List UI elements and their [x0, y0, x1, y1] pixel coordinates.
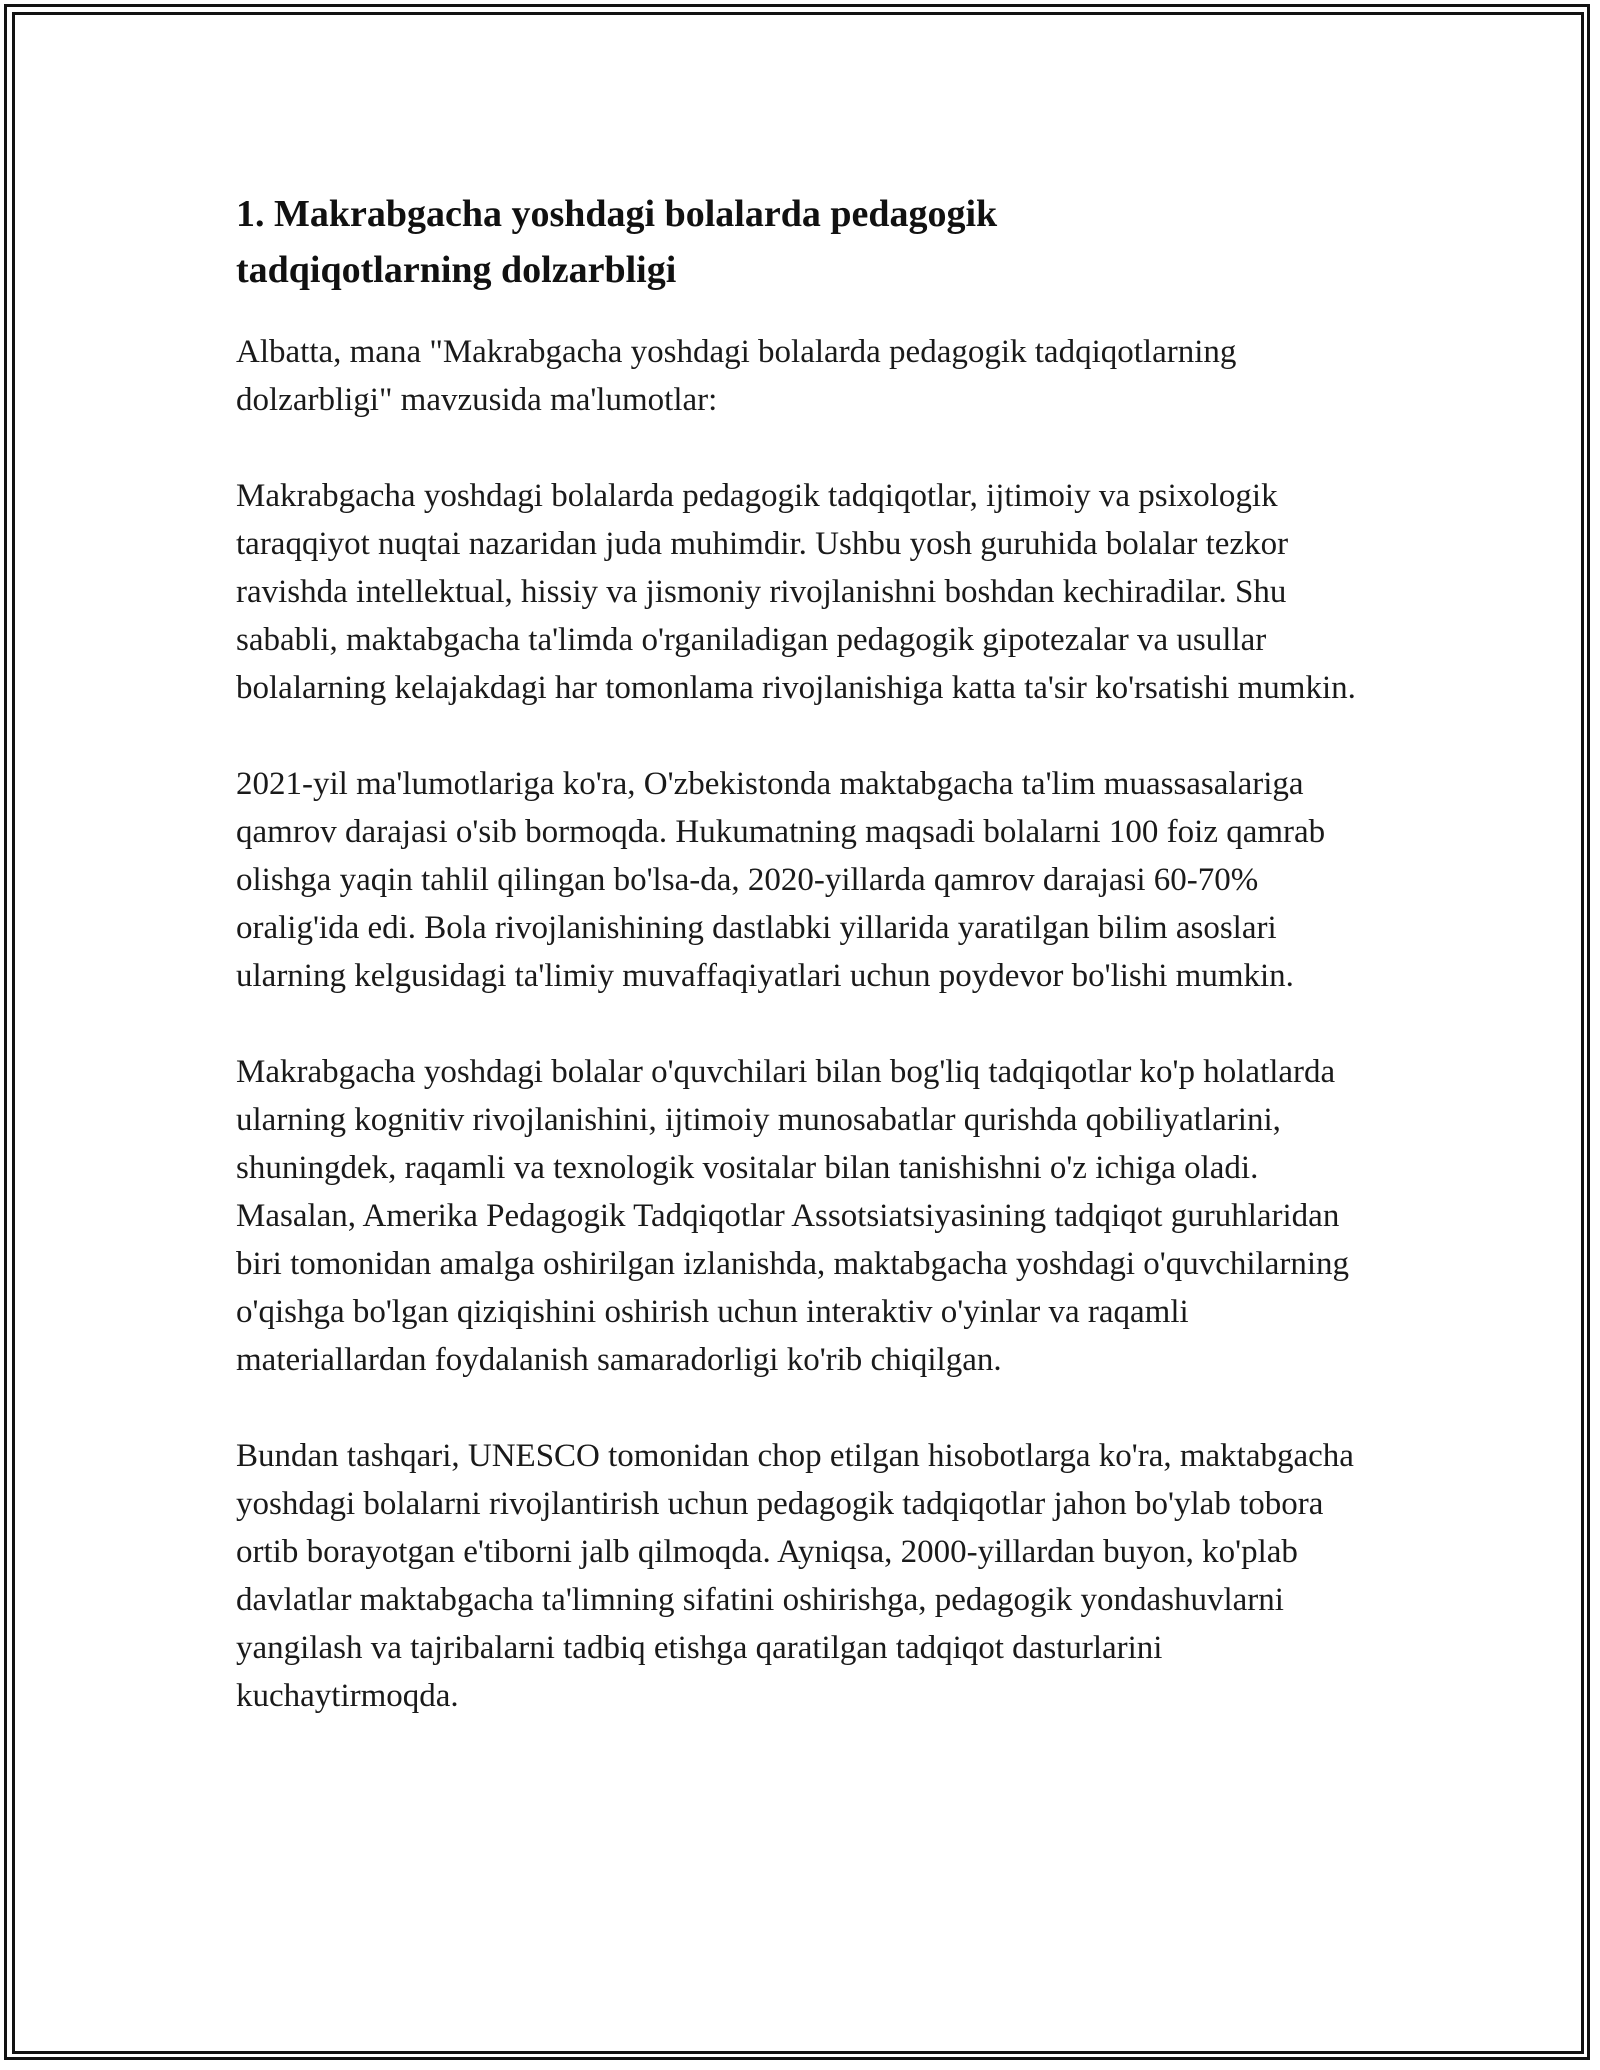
paragraph-importance: Makrabgacha yoshdagi bolalarda pedagogik tadqiqotlar, ijtimoiy va psixologik taraqqiyot nuqtai nazaridan juda muhimdir. Ushbu yosh guruhida bolalar tezkor ravishda intellektual, hissiy va jismoniy rivojlanishni boshdan kechiradilar. Shu sababli, maktabgacha ta'limda o'rganiladigan pedagogik gipotezalar va usullar bolalarning kelajakdagi har tomonlama rivojlanishiga katta ta'sir ko'rsatishi mumkin. — [236, 478, 1356, 706]
paragraph-statistics: 2021-yil ma'lumotlariga ko'ra, O'zbekistonda maktabgacha ta'lim muassasalariga qamrov darajasi o'sib bormoqda. Hukumatning maqsadi bolalarni 100 foiz qamrab olishga yaqin tahlil qilingan bo'lsa-da, 2020-yillarda qamrov darajasi 60-70% oralig'ida edi. Bola rivojlanishining dastlabki yillarida yaratilgan bilim asoslari ularning kelgusidagi ta'limiy muvaffaqiyatlari uchun poydevor bo'lishi mumkin. — [236, 766, 1326, 994]
paragraph-research: Makrabgacha yoshdagi bolalar o'quvchilari bilan bog'liq tadqiqotlar ko'p holatlarda ularning kognitiv rivojlanishini, ijtimoiy munosabatlar qurishda qobiliyatlarini, shuningdek, raqamli va texnologik vositalar bilan tanishishni o'z ichiga oladi. Masalan, Amerika Pedagogik Tadqiqotlar Assotsiatsiyasining tadqiqot guruhlaridan biri tomonidan amalga oshirilgan izlanishda, maktabgacha yoshdagi o'quvchilarning o'qishga bo'lgan qiziqishini oshirish uchun interaktiv o'yinlar va raqamli materiallardan foydalanish samaradorligi ko'rib chiqilgan. — [236, 1054, 1349, 1378]
paragraph-intro: Albatta, mana "Makrabgacha yoshdagi bolalarda pedagogik tadqiqotlarning dolzarbligi" mavzusida ma'lumotlar: — [236, 334, 1237, 418]
document-body — [236, 186, 1366, 1768]
section-heading: 1. Makrabgacha yoshdagi bolalarda pedagogik tadqiqotlarning dolzarbligi — [236, 193, 998, 291]
paragraph-unesco: Bundan tashqari, UNESCO tomonidan chop etilgan hisobotlarga ko'ra, maktabgacha yoshdagi bolalarni rivojlantirish uchun pedagogik tadqiqotlar jahon bo'ylab tobora ortib borayotgan e'tiborni jalb qilmoqda. Ayniqsa, 2000-yillardan buyon, ko'plab davlatlar maktabgacha ta'limning sifatini oshirishga, pedagogik yondashuvlarni yangilash va tajribalarni tadbiq etishga qaratilgan tadqiqot dasturlarini kuchaytirmoqda. — [236, 1438, 1354, 1714]
